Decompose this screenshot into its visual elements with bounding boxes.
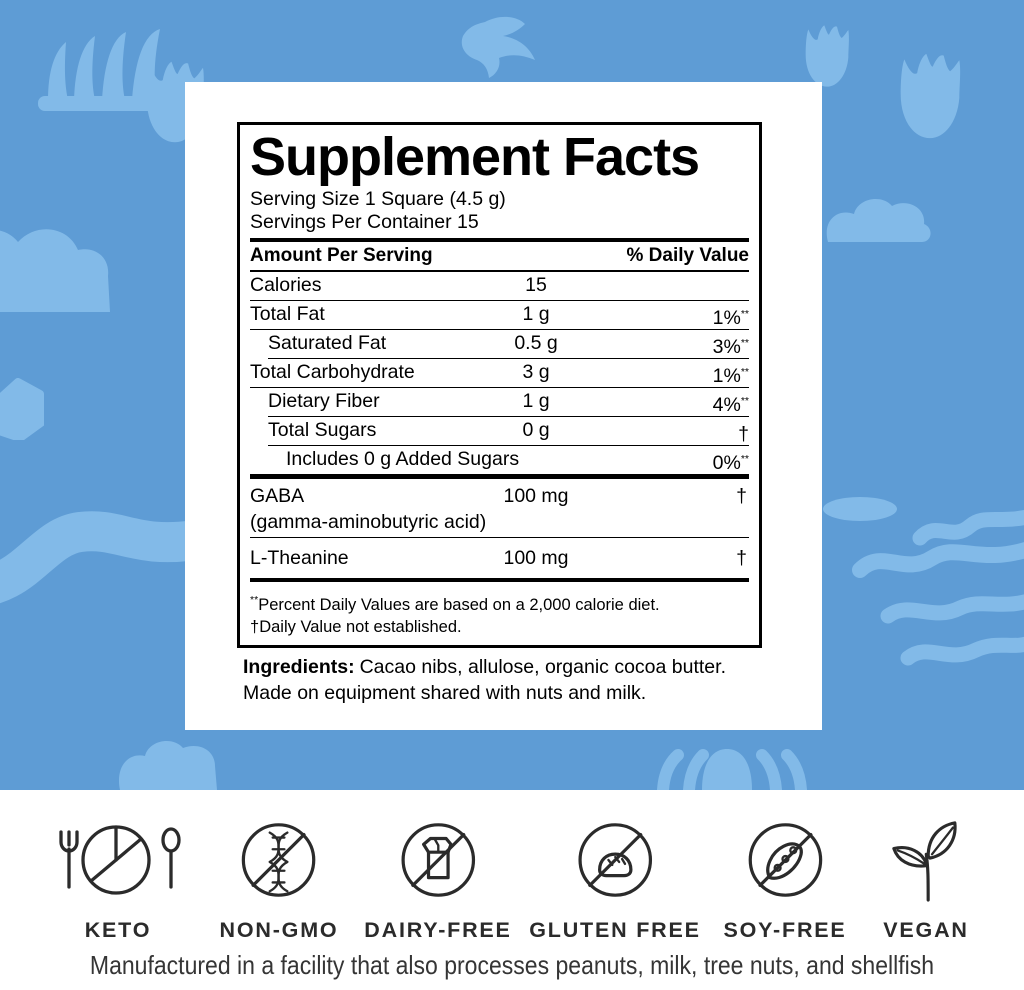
supplement-facts-title: Supplement Facts — [250, 127, 700, 187]
nutrient-name: Saturated Fat — [268, 332, 387, 354]
badge-label: KETO — [84, 918, 152, 942]
tulip-decor-icon — [890, 52, 970, 140]
nutrient-amount: 0.5 g — [514, 332, 558, 354]
nutrient-name: Dietary Fiber — [268, 390, 380, 412]
nutrient-daily-value: 0%** — [712, 452, 749, 474]
nutrient-name: Calories — [250, 274, 322, 296]
ingredients-line1: Cacao nibs, allulose, organic cocoa butter. — [359, 656, 726, 678]
nutrient-daily-value: † — [738, 423, 749, 445]
nutrient-amount: 0 g — [522, 419, 550, 441]
nutrient-daily-value: 4%** — [712, 394, 749, 416]
nutrient-row — [250, 359, 749, 388]
supplement-facts-panel — [237, 122, 762, 648]
nutrient-row — [250, 330, 749, 359]
badge-keto — [52, 814, 184, 943]
active-daily-value: † — [736, 547, 747, 569]
daily-value-header: % Daily Value — [626, 245, 749, 266]
badge-soy-free — [723, 814, 846, 943]
ingredients-label: Ingredients: — [243, 656, 355, 678]
nutrient-name: Total Sugars — [268, 419, 377, 441]
ingredients-text — [243, 654, 788, 706]
nutrient-row — [250, 446, 749, 474]
nutrient-daily-value: 1%** — [712, 307, 749, 329]
no-dairy-carton-icon — [395, 817, 481, 903]
badge-iconbox — [220, 814, 339, 906]
nutrient-amount: 15 — [525, 274, 547, 296]
nutrient-amount: 3 g — [522, 361, 550, 383]
nutrient-name: Total Carbohydrate — [250, 361, 415, 383]
squiggle-decor-icon — [0, 492, 190, 610]
badges-section — [0, 790, 1024, 990]
badge-dairy-free — [364, 814, 511, 943]
no-gluten-bread-icon — [572, 817, 658, 903]
badge-label: NON-GMO — [219, 918, 339, 942]
blob-decor-icon — [115, 726, 240, 790]
footnotes — [250, 582, 749, 638]
nutrient-amount: 1 g — [522, 390, 550, 412]
footnote-line: **Percent Daily Values are based on a 2,000 calorie diet. — [250, 594, 660, 614]
nutrient-row — [250, 272, 749, 301]
badge-label: VEGAN — [883, 918, 969, 942]
active-ingredient-row — [250, 538, 749, 574]
cloud-decor-icon — [0, 216, 150, 312]
nutrient-name: Includes 0 g Added Sugars — [286, 448, 520, 470]
badge-iconbox — [723, 814, 846, 906]
facility-disclaimer: Manufactured in a facility that also processes peanuts, milk, tree nuts, and shellfish — [89, 950, 935, 980]
footnote-line: †Daily Value not established. — [250, 618, 462, 636]
active-daily-value: † — [736, 484, 747, 507]
nutrient-daily-value: 3%** — [712, 336, 749, 358]
badge-iconbox — [883, 814, 968, 906]
badge-label: SOY-FREE — [723, 918, 847, 942]
nutrient-rows — [250, 272, 749, 474]
nutrient-row — [250, 301, 749, 330]
tulip-decor-icon — [790, 24, 864, 88]
bird-decor-icon — [455, 14, 550, 80]
waves-decor-icon — [848, 508, 1024, 678]
active-name: GABA — [250, 484, 305, 507]
amount-per-serving-header: Amount Per Serving — [250, 245, 433, 266]
keto-plate-icon — [52, 815, 184, 905]
nutrient-daily-value: 1%** — [712, 365, 749, 387]
sunrise-decor-icon — [650, 733, 815, 790]
active-amount: 100 mg — [503, 547, 569, 569]
badge-iconbox — [364, 814, 511, 906]
badge-iconbox — [529, 814, 701, 906]
no-gmo-dna-icon — [236, 817, 322, 903]
cloud-decor-icon — [820, 180, 940, 244]
nutrient-row — [250, 417, 749, 446]
ingredients-line2: Made on equipment shared with nuts and milk. — [243, 682, 647, 704]
badge-label: GLUTEN FREE — [529, 918, 701, 942]
label-card — [185, 82, 822, 730]
servings-per-container: Servings Per Container 15 — [250, 210, 479, 233]
badge-gluten-free — [529, 814, 701, 943]
vegan-sprout-icon — [886, 816, 966, 904]
nutrient-row — [250, 388, 749, 417]
active-name: L-Theanine — [250, 547, 349, 569]
badge-iconbox — [52, 814, 184, 906]
serving-size: Serving Size 1 Square (4.5 g) — [250, 188, 506, 210]
blob-decor-icon — [0, 378, 44, 440]
nutrient-amount: 1 g — [522, 303, 550, 325]
columns-header — [250, 242, 749, 272]
badge-label: DAIRY-FREE — [364, 918, 512, 942]
no-soy-pod-icon — [742, 817, 828, 903]
active-ingredient-row — [250, 479, 749, 537]
badge-non-gmo — [220, 814, 339, 943]
nutrient-name: Total Fat — [250, 303, 325, 325]
active-subname: (gamma-aminobutyric acid) — [250, 510, 487, 533]
active-amount: 100 mg — [503, 484, 569, 507]
badge-vegan — [883, 814, 968, 943]
